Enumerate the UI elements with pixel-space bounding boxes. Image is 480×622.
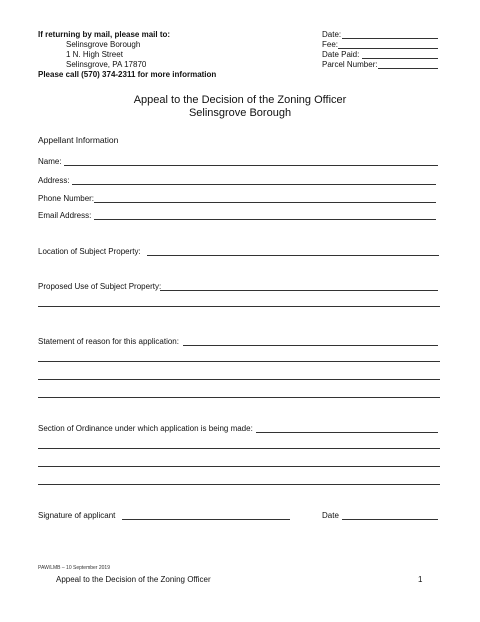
name-field[interactable] [64,165,438,166]
page-number: 1 [418,575,423,584]
office-date-paid-label: Date Paid: [322,50,360,59]
location-field[interactable] [147,255,439,256]
signature-label: Signature of applicant [38,511,116,520]
email-label: Email Address: [38,211,92,220]
office-fee-label: Fee: [322,40,339,49]
statement-field-line-3[interactable] [38,379,440,380]
office-fee-field[interactable] [338,48,438,49]
name-label: Name: [38,157,62,166]
statement-label: Statement of reason for this application: [38,337,179,346]
section-label: Section of Ordinance under which application is being made: [38,424,253,433]
address-label: Address: [38,176,70,185]
footer-code: PAW/LMB – 10 September 2019 [38,565,110,571]
form-title: Appeal to the Decision of the Zoning Officer [133,94,347,106]
mail-heading: If returning by mail, please mail to: [38,30,171,39]
date-label: Date [322,511,339,520]
office-date-label: Date: [322,30,342,39]
statement-field-line-2[interactable] [38,361,440,362]
office-parcel-label: Parcel Number: [322,60,378,69]
signature-field[interactable] [122,519,290,520]
proposed-use-field[interactable] [160,290,438,291]
address-line-3: Selinsgrove, PA 17870 [66,60,147,69]
phone-field[interactable] [94,202,436,203]
phone-note: Please call (570) 374-2311 for more information [38,70,217,79]
phone-label: Phone Number: [38,194,95,203]
location-label: Location of Subject Property: [38,247,141,256]
section-heading: Appellant Information [38,135,119,145]
email-field[interactable] [94,219,436,220]
statement-field-line-4[interactable] [38,397,440,398]
address-field[interactable] [72,184,436,185]
form-subtitle: Selinsgrove Borough [188,107,292,119]
office-parcel-field[interactable] [378,68,438,69]
section-field-line-3[interactable] [38,466,440,467]
proposed-use-label: Proposed Use of Subject Property: [38,282,162,291]
section-field-line-2[interactable] [38,448,440,449]
proposed-use-field-line-2[interactable] [38,306,440,307]
footer-title: Appeal to the Decision of the Zoning Officer [56,575,211,584]
address-line-2: 1 N. High Street [66,50,123,59]
section-field[interactable] [256,432,438,433]
statement-field[interactable] [183,345,438,346]
office-date-paid-field[interactable] [362,58,438,59]
address-line-1: Selinsgrove Borough [66,40,141,49]
section-field-line-4[interactable] [38,484,440,485]
office-date-field[interactable] [342,38,438,39]
date-field[interactable] [342,519,438,520]
